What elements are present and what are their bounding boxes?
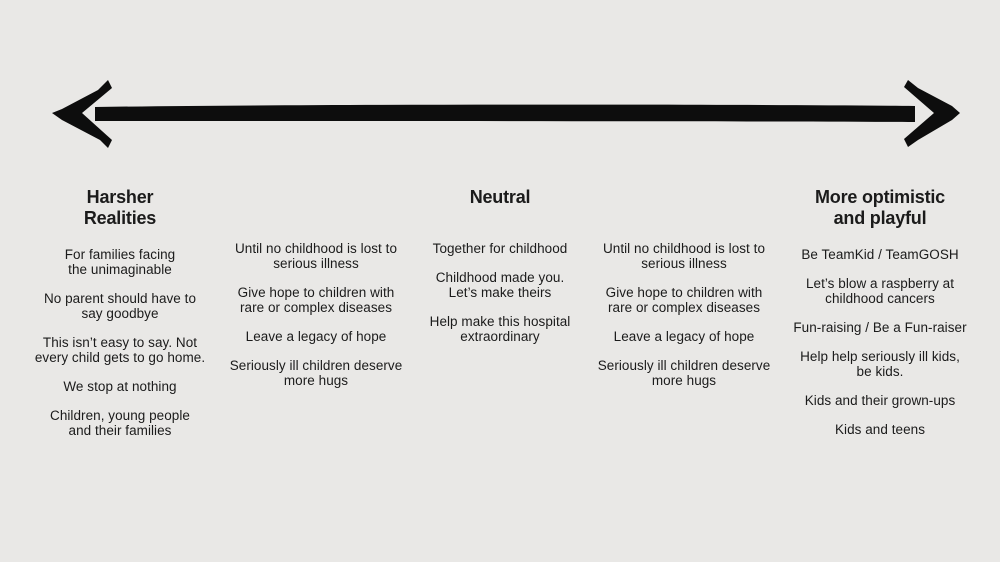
phrase: Kids and teens	[834, 422, 925, 437]
column-optimistic-mid	[584, 187, 784, 402]
phrase: Childhood made you. Let’s make theirs	[435, 270, 565, 300]
column-neutral	[400, 187, 600, 358]
phrase: Help make this hospital extraordinary	[429, 314, 571, 344]
phrase: Together for childhood	[432, 241, 568, 256]
phrase: Children, young people and their families	[50, 408, 190, 438]
phrase: Give hope to children with rare or complex diseases	[237, 285, 395, 315]
column-heading-neutral: Neutral	[469, 187, 531, 207]
column-heading-spacer	[216, 187, 416, 241]
phrase: Let’s blow a raspberry at childhood cancers	[805, 276, 955, 306]
phrase: For families facing the unimaginable	[64, 247, 176, 277]
phrase: Leave a legacy of hope	[245, 329, 387, 344]
phrase: Help help seriously ill kids, be kids.	[800, 349, 960, 379]
column-heading-harsher-realities: Harsher Realities	[83, 187, 157, 228]
phrase: Give hope to children with rare or complex diseases	[605, 285, 763, 315]
phrase: No parent should have to say goodbye	[43, 291, 197, 321]
column-heading-more-optimistic: More optimistic and playful	[814, 187, 945, 228]
phrase: Fun-raising / Be a Fun-raiser	[793, 320, 967, 335]
phrase: Kids and their grown-ups	[804, 393, 956, 408]
phrase: This isn’t easy to say. Not every child gets to go home.	[34, 335, 206, 365]
column-heading-spacer	[584, 187, 784, 241]
phrase: Seriously ill children deserve more hugs	[597, 358, 771, 388]
phrase: We stop at nothing	[63, 379, 177, 394]
column-more-optimistic-playful	[778, 187, 982, 451]
phrase: Be TeamKid / TeamGOSH	[801, 247, 959, 262]
phrase: Seriously ill children deserve more hugs	[229, 358, 403, 388]
arrow-shaft	[95, 105, 915, 122]
phrase: Leave a legacy of hope	[613, 329, 755, 344]
column-harsher-realities	[22, 187, 218, 452]
column-harsher-mid	[216, 187, 416, 402]
phrase: Until no childhood is lost to serious illness	[234, 241, 398, 271]
phrase: Until no childhood is lost to serious illness	[602, 241, 766, 271]
